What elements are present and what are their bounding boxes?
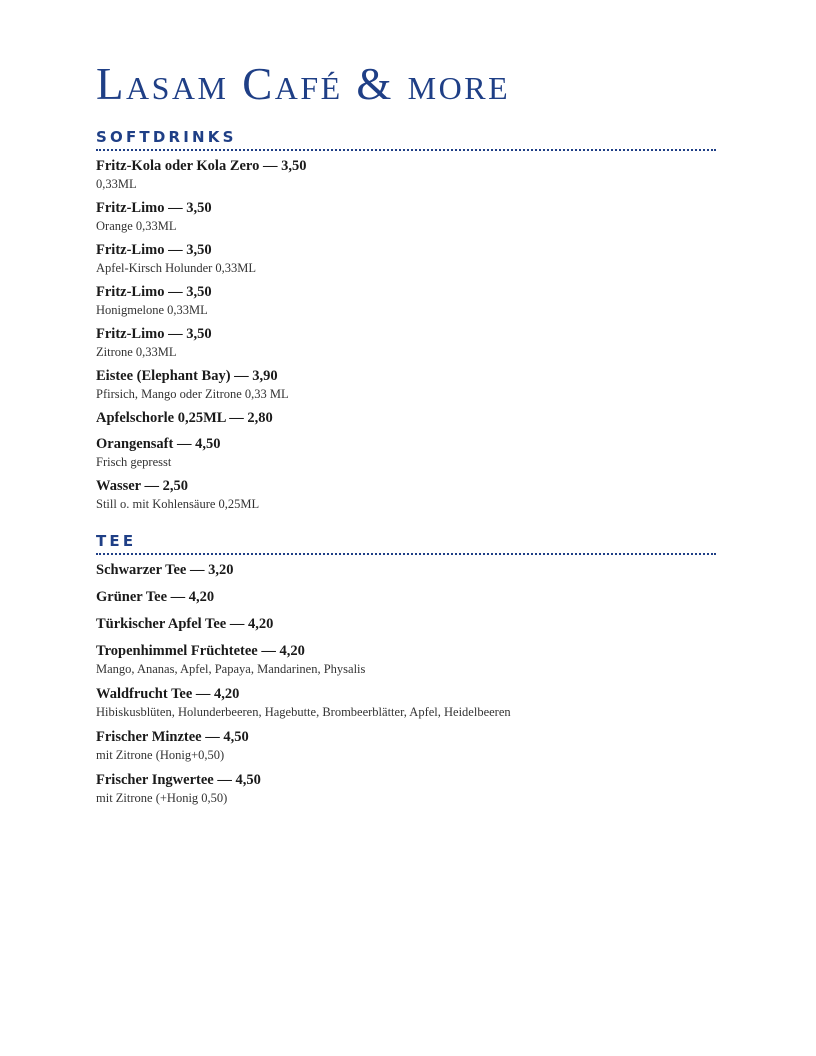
page-title: Lasam Café & more	[96, 59, 511, 109]
item-name: Frischer Ingwertee — 4,50	[96, 772, 261, 788]
menu-item	[96, 409, 716, 428]
item-name: Fritz-Limo — 3,50	[96, 200, 212, 216]
section-softdrinks	[96, 128, 716, 512]
item-name: Tropenhimmel Früchtetee — 4,20	[96, 643, 305, 659]
menu-item	[96, 241, 716, 276]
menu-item	[96, 367, 716, 402]
item-name: Grüner Tee — 4,20	[96, 589, 215, 605]
item-description: Frisch gepresst	[96, 455, 172, 469]
section-heading: SOFTDRINKS	[96, 128, 716, 151]
menu-item	[96, 588, 716, 607]
item-description: Orange 0,33ML	[96, 219, 177, 233]
item-name: Frischer Minztee — 4,50	[96, 729, 249, 745]
section-tee	[96, 532, 716, 806]
item-description: Mango, Ananas, Apfel, Papaya, Mandarinen, Physalis	[96, 662, 366, 676]
menu-item	[96, 435, 716, 470]
item-description: mit Zitrone (+Honig 0,50)	[96, 791, 228, 805]
menu-item	[96, 283, 716, 318]
item-name: Wasser — 2,50	[96, 478, 188, 494]
section-heading: TEE	[96, 532, 716, 555]
menu-page	[96, 58, 716, 814]
item-name: Waldfrucht Tee — 4,20	[96, 686, 240, 702]
item-name: Orangensaft — 4,50	[96, 436, 221, 452]
menu-item	[96, 199, 716, 234]
item-description: Zitrone 0,33ML	[96, 345, 177, 359]
item-description: Apfel-Kirsch Holunder 0,33ML	[96, 261, 257, 275]
item-name: Schwarzer Tee — 3,20	[96, 562, 234, 578]
item-name: Fritz-Limo — 3,50	[96, 284, 212, 300]
item-description: Still o. mit Kohlensäure 0,25ML	[96, 497, 260, 511]
item-name: Türkischer Apfel Tee — 4,20	[96, 616, 274, 632]
menu-item	[96, 685, 716, 720]
menu-item	[96, 771, 716, 806]
item-description: Hibiskusblüten, Holunderbeeren, Hagebutte, Brombeerblätter, Apfel, Heidelbeeren	[96, 705, 511, 719]
menu-item	[96, 615, 716, 634]
item-name: Fritz-Limo — 3,50	[96, 326, 212, 342]
item-name: Apfelschorle 0,25ML — 2,80	[96, 410, 273, 426]
menu-item	[96, 477, 716, 512]
item-description: 0,33ML	[96, 177, 137, 191]
item-description: mit Zitrone (Honig+0,50)	[96, 748, 225, 762]
menu-item	[96, 561, 716, 580]
item-name: Fritz-Kola oder Kola Zero — 3,50	[96, 158, 307, 174]
menu-item	[96, 325, 716, 360]
item-description: Honigmelone 0,33ML	[96, 303, 208, 317]
item-name: Fritz-Limo — 3,50	[96, 242, 212, 258]
item-name: Eistee (Elephant Bay) — 3,90	[96, 368, 278, 384]
menu-item	[96, 157, 716, 192]
item-description: Pfirsich, Mango oder Zitrone 0,33 ML	[96, 387, 289, 401]
menu-item	[96, 728, 716, 763]
menu-item	[96, 642, 716, 677]
